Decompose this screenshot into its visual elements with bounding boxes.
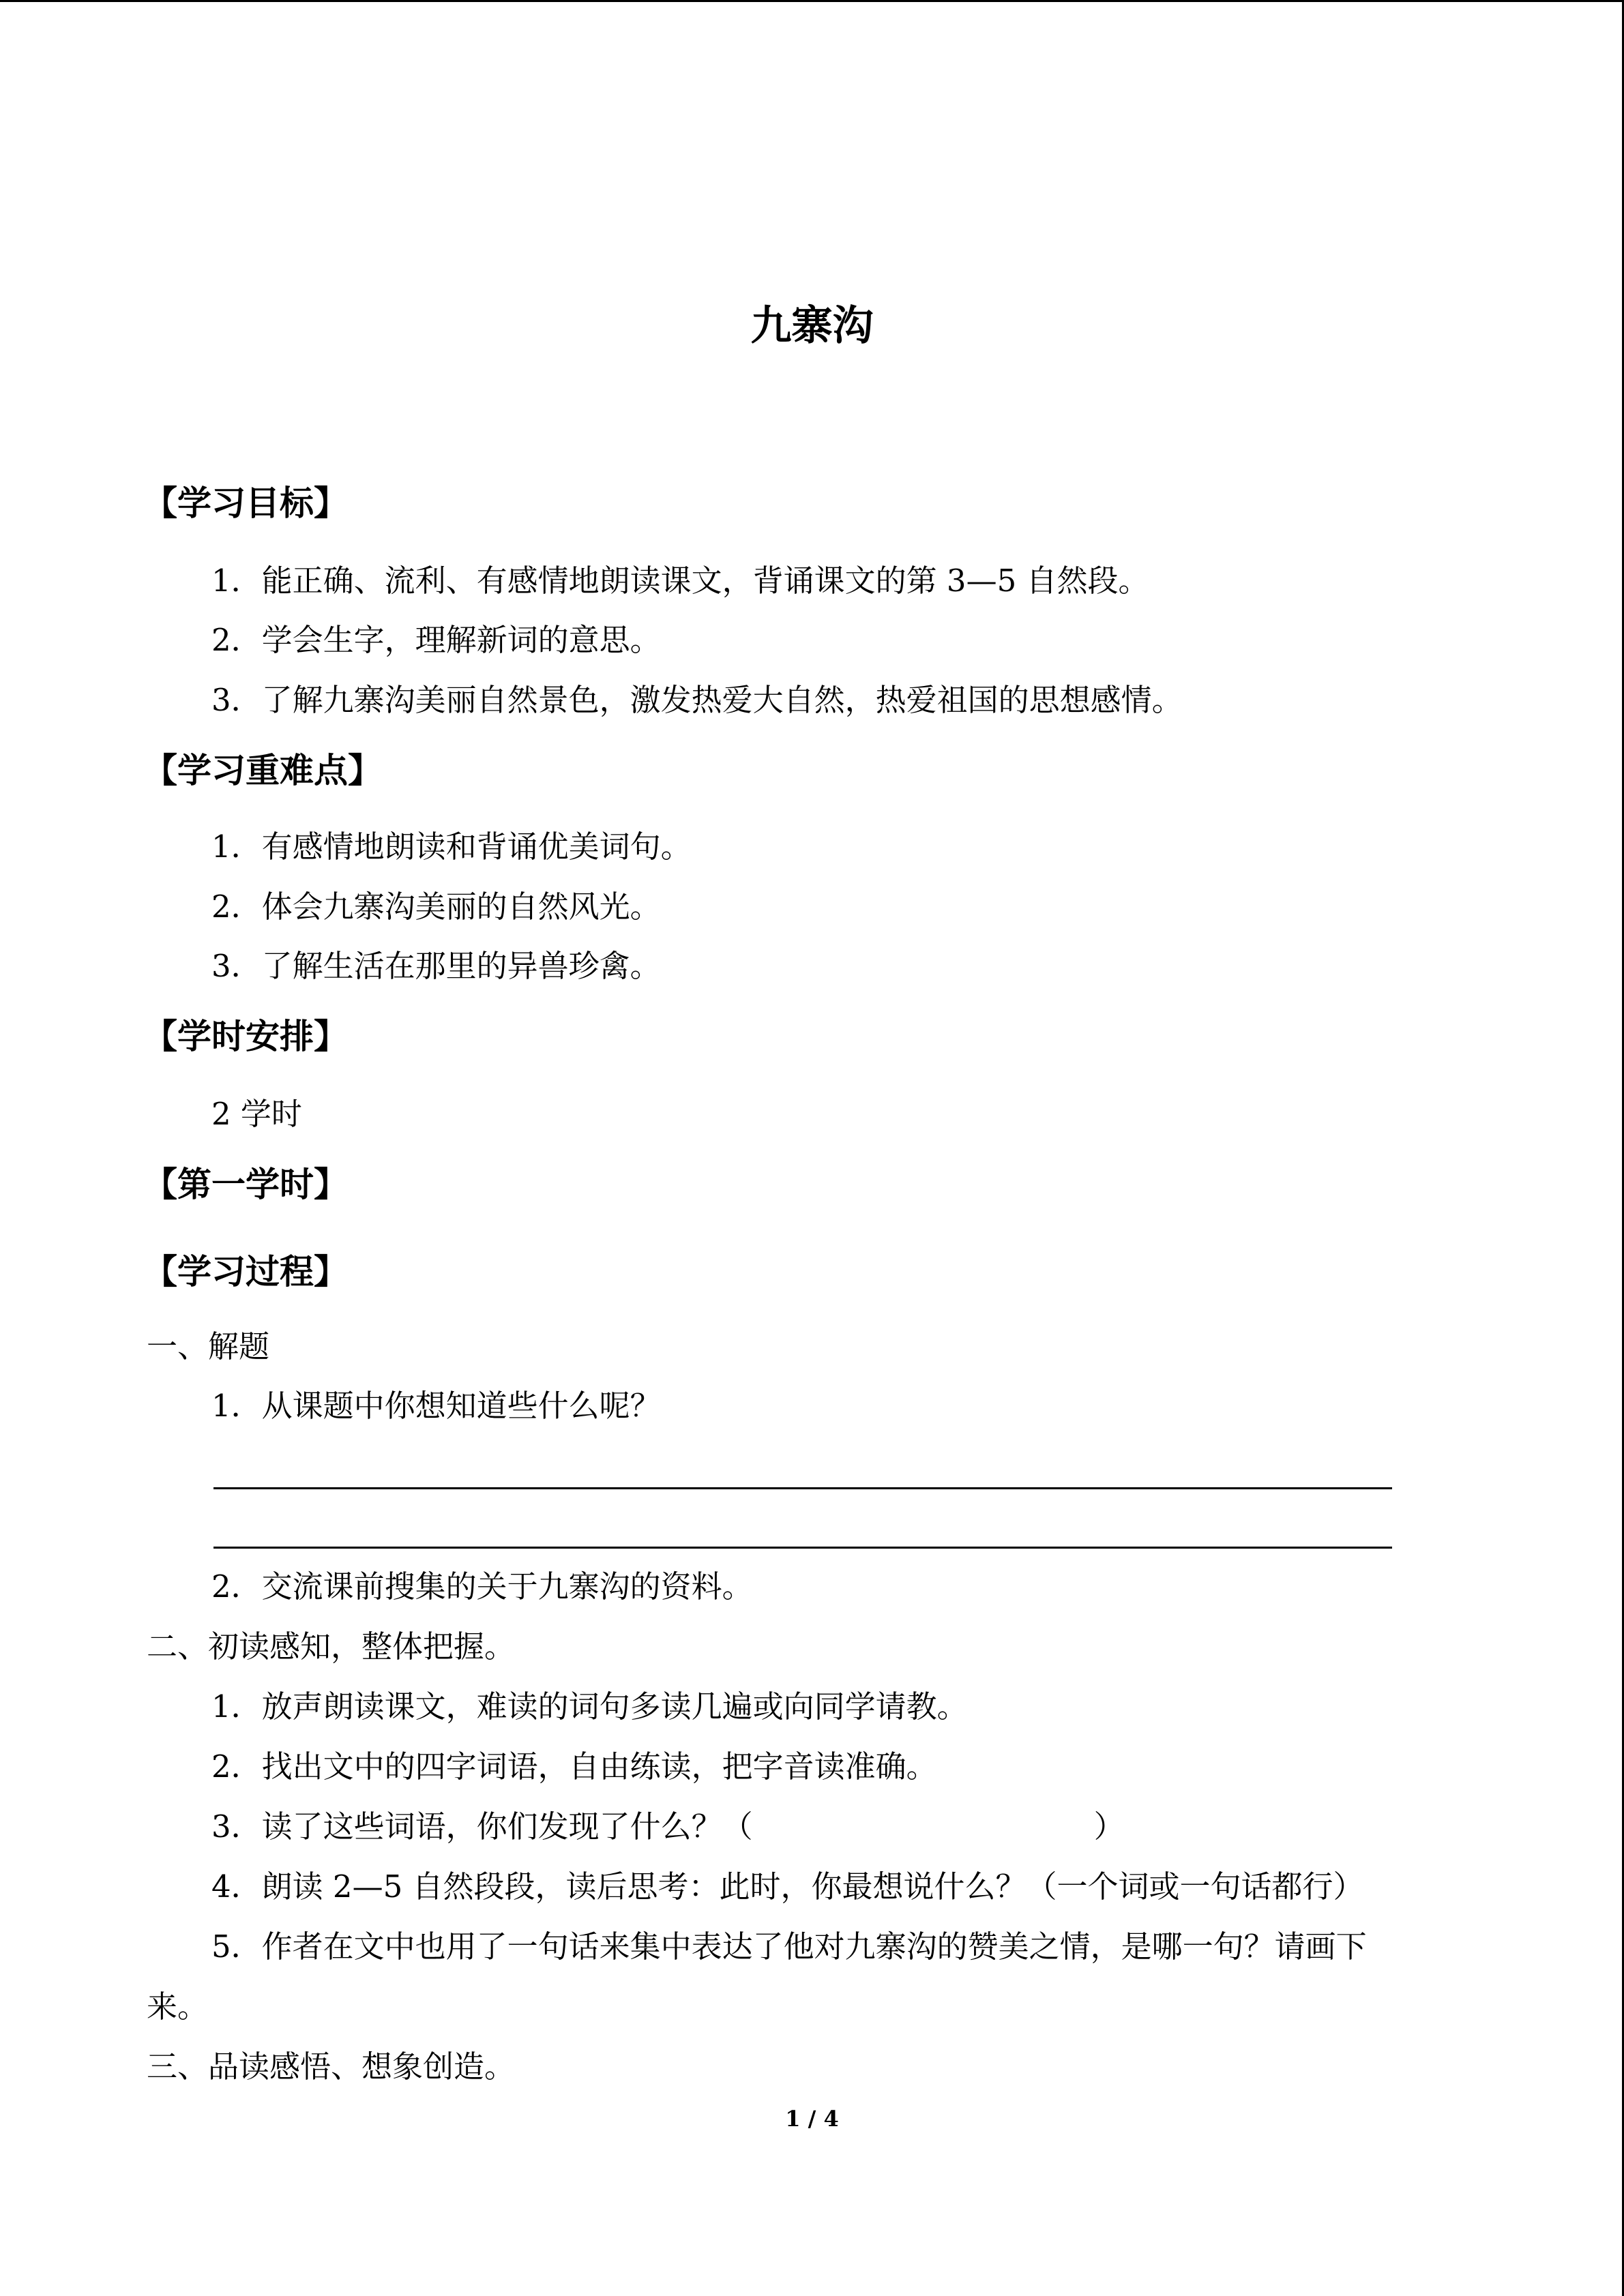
part2-question-3 [211, 1808, 1125, 1845]
part1-question-2: 2．交流课前搜集的关于九寨沟的资料。 [211, 1568, 753, 1605]
part1-question-1: 1．从课题中你想知道些什么呢？ [211, 1388, 661, 1424]
part2-question-4: 4．朗读 2—5 自然段段，读后思考：此时，你最想说什么？（一个词或一句话都行） [211, 1868, 1364, 1905]
schedule-text: 2 学时 [211, 1096, 302, 1132]
key-point-item-2: 2．体会九寨沟美丽的自然风光。 [211, 889, 661, 925]
key-point-item-3: 3．了解生活在那里的异兽珍禽。 [211, 948, 661, 984]
heading-objectives: 【学习目标】 [143, 483, 348, 523]
part3-title: 三、品读感悟、想象创造。 [147, 2048, 516, 2085]
part2-question-5-line2: 来。 [147, 1988, 209, 2025]
part2-question-3-text: 3．读了这些词语，你们发现了什么？（ [211, 1808, 753, 1845]
part2-question-3-close: ） [1093, 1808, 1125, 1845]
part2-question-2: 2．找出文中的四字词语，自由练读，把字音读准确。 [211, 1748, 937, 1785]
heading-process: 【学习过程】 [143, 1252, 348, 1292]
key-point-item-1: 1．有感情地朗读和背诵优美词句。 [211, 829, 692, 865]
answer-blank-line-1[interactable] [213, 1487, 1392, 1489]
heading-schedule: 【学时安排】 [143, 1017, 348, 1056]
heading-key-points: 【学习重难点】 [143, 751, 382, 790]
document-title: 九寨沟 [750, 302, 874, 350]
objective-item-3: 3．了解九寨沟美丽自然景色，激发热爱大自然，热爱祖国的思想感情。 [211, 682, 1183, 718]
part1-title: 一、解题 [147, 1328, 270, 1365]
part2-question-1: 1．放声朗读课文，难读的词句多读几遍或向同学请教。 [211, 1688, 968, 1725]
answer-blank-line-2[interactable] [213, 1547, 1392, 1549]
objective-item-2: 2．学会生字，理解新词的意思。 [211, 622, 661, 658]
part2-title: 二、初读感知，整体把握。 [147, 1628, 516, 1665]
heading-first-period: 【第一学时】 [143, 1165, 348, 1204]
part2-question-5-line1: 5．作者在文中也用了一句话来集中表达了他对九寨沟的赞美之情，是哪一句？请画下 [211, 1928, 1367, 1965]
page-number: 1 / 4 [785, 2106, 839, 2132]
objective-item-1: 1．能正确、流利、有感情地朗读课文，背诵课文的第 3—5 自然段。 [211, 563, 1149, 599]
